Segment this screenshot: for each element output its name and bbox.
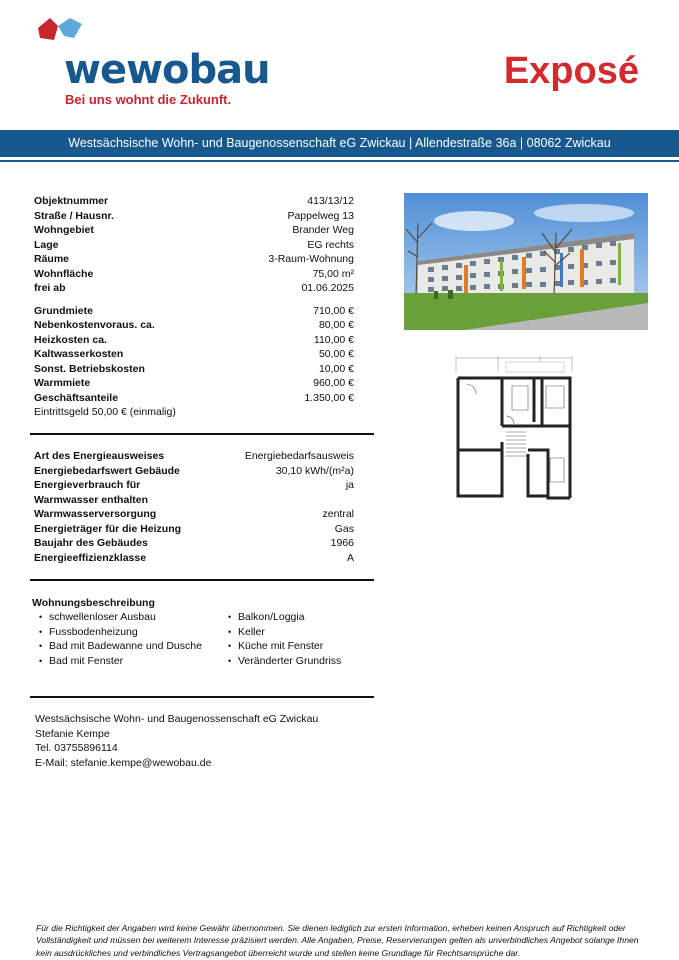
- energy-details: [34, 449, 354, 565]
- object-rows: [34, 194, 354, 296]
- contact-phone[interactable]: Tel. 03755896114: [35, 742, 118, 754]
- feature-item: • schwellenloser Ausbau: [32, 610, 221, 625]
- energy-row: [34, 551, 354, 566]
- object-row: [34, 281, 354, 296]
- object-label: Räume: [34, 253, 70, 265]
- contact-block: [35, 712, 318, 770]
- cost-label: Warmmiete: [34, 377, 91, 389]
- logo-slogan: Bei uns wohnt die Zukunft.: [65, 92, 232, 107]
- energy-label: Art des Energieausweises: [34, 450, 165, 462]
- object-row: [34, 238, 354, 253]
- object-label: Lage: [34, 238, 59, 251]
- cost-label: Sonst. Betriebskosten: [34, 362, 145, 375]
- energy-row: [34, 478, 354, 493]
- cost-value: 80,00 €: [318, 319, 354, 331]
- energy-row: [34, 536, 354, 551]
- energy-value: zentral: [322, 508, 354, 520]
- feature-list-right: [221, 610, 361, 668]
- object-details: [34, 194, 354, 420]
- cost-row: [34, 318, 354, 333]
- energy-value: 1966: [330, 537, 354, 549]
- feature-item: • Fussbodenheizung: [32, 625, 221, 640]
- object-value: 75,00 m²: [312, 267, 354, 280]
- contact-person: Stefanie Kempe: [35, 727, 110, 740]
- cost-row: [34, 347, 354, 362]
- cost-rows: [34, 304, 354, 406]
- energy-value: Energiebedarfsausweis: [244, 450, 354, 462]
- cost-value: 110,00 €: [313, 333, 354, 346]
- object-row: [34, 209, 354, 224]
- energy-label: Energieträger für die Heizung: [34, 522, 182, 535]
- feature-item: • Balkon/Loggia: [221, 610, 361, 625]
- object-value: EG rechts: [307, 238, 354, 251]
- cost-value: 10,00 €: [318, 362, 354, 375]
- energy-rows: [34, 449, 354, 565]
- building-photo: [404, 193, 648, 330]
- apartment-description: [32, 596, 362, 668]
- object-value: Pappelweg 13: [287, 209, 354, 222]
- object-value: 3-Raum-Wohnung: [268, 253, 354, 265]
- energy-label: Energiebedarfswert Gebäude: [34, 464, 180, 477]
- object-row: [34, 223, 354, 238]
- energy-row: [34, 464, 354, 479]
- object-value: Brander Weg: [292, 224, 354, 236]
- contact-email[interactable]: E-Mail: stefanie.kempe@wewobau.de: [35, 756, 212, 769]
- energy-value: Gas: [334, 522, 354, 535]
- object-label: Wohnfläche: [34, 267, 94, 280]
- energy-label: Energieverbrauch für: [34, 479, 141, 491]
- energy-row: [34, 449, 354, 464]
- description-columns: [32, 610, 362, 668]
- banner-divider: [0, 160, 679, 162]
- object-row: [34, 194, 354, 209]
- energy-label: Energieeffizienzklasse: [34, 551, 147, 564]
- cost-label: Heizkosten ca.: [34, 333, 107, 346]
- floor-plan: [406, 350, 648, 518]
- contact-company: Westsächsische Wohn- und Baugenossenschaft eG Zwickau: [35, 713, 319, 725]
- object-label: frei ab: [34, 282, 66, 294]
- object-label: Straße / Hausnr.: [34, 209, 114, 222]
- wewobau-logo: [36, 16, 276, 108]
- feature-item: • Küche mit Fenster: [221, 639, 361, 654]
- cost-row: [34, 391, 354, 406]
- cost-value: 50,00 €: [318, 348, 354, 360]
- divider: [30, 579, 374, 581]
- page-title: Exposé: [503, 50, 639, 92]
- cost-row: [34, 376, 354, 391]
- cost-row: [34, 333, 354, 348]
- cost-label: Nebenkostenvoraus. ca.: [34, 319, 155, 331]
- energy-row: [34, 522, 354, 537]
- object-row: [34, 252, 354, 267]
- cost-label: Kaltwasserkosten: [34, 348, 124, 360]
- description-title: Wohnungsbeschreibung: [32, 597, 155, 609]
- spacer: [34, 296, 354, 304]
- object-label: Wohngebiet: [34, 224, 94, 236]
- feature-item: • Bad mit Fenster: [32, 654, 221, 669]
- cost-value: 960,00 €: [313, 377, 354, 389]
- disclaimer: Für die Richtigkeit der Angaben wird keine Gewähr übernommen. Sie dienen lediglich zur ersten Information, erheben keinen Anspruch auf Richtigkeit oder Vollständigkeit und müssen bei weiterem Interesse präzisiert werden. Alle Angaben, Preise, Reservierungen gelten als unverbindliches Angebot solange Ihnen kein ausdrückliches und verbindliches Vertragsangebot überreicht wurde und stellen keine Grundlage für Rechtsansprüche dar.: [36, 923, 639, 958]
- energy-label: Warmwasserversorgung: [34, 508, 157, 520]
- energy-value: 30,10 kWh/(m²a): [275, 464, 354, 477]
- cost-value: 1.350,00 €: [304, 391, 354, 404]
- object-value: 413/13/12: [307, 195, 354, 207]
- energy-value: A: [346, 551, 354, 564]
- object-label: Objektnummer: [34, 195, 109, 207]
- cost-row: [34, 304, 354, 319]
- object-row: [34, 267, 354, 282]
- cost-value: 710,00 €: [313, 304, 354, 317]
- energy-label: Warmwasser enthalten: [34, 493, 148, 506]
- energy-label: Baujahr des Gebäudes: [34, 537, 148, 549]
- divider: [30, 696, 374, 698]
- cost-label: Geschäftsanteile: [34, 391, 119, 404]
- energy-row: [34, 507, 354, 522]
- header-banner: Westsächsische Wohn- und Baugenossenschaft eG Zwickau | Allendestraße 36a | 08062 Zwickau: [0, 130, 679, 157]
- entry-fee: Eintrittsgeld 50,00 € (einmalig): [34, 406, 176, 418]
- object-value: 01.06.2025: [301, 282, 354, 294]
- energy-row: [34, 493, 354, 508]
- divider: [30, 433, 374, 435]
- feature-item: • Bad mit Badewanne und Dusche: [32, 639, 221, 654]
- cost-row: [34, 362, 354, 377]
- logo-wordmark: wewobau: [64, 47, 270, 93]
- energy-value: ja: [345, 479, 354, 491]
- feature-list-left: [32, 610, 221, 668]
- cost-label: Grundmiete: [34, 304, 93, 317]
- feature-item: • Keller: [221, 625, 361, 640]
- feature-item: • Veränderter Grundriss: [221, 654, 361, 669]
